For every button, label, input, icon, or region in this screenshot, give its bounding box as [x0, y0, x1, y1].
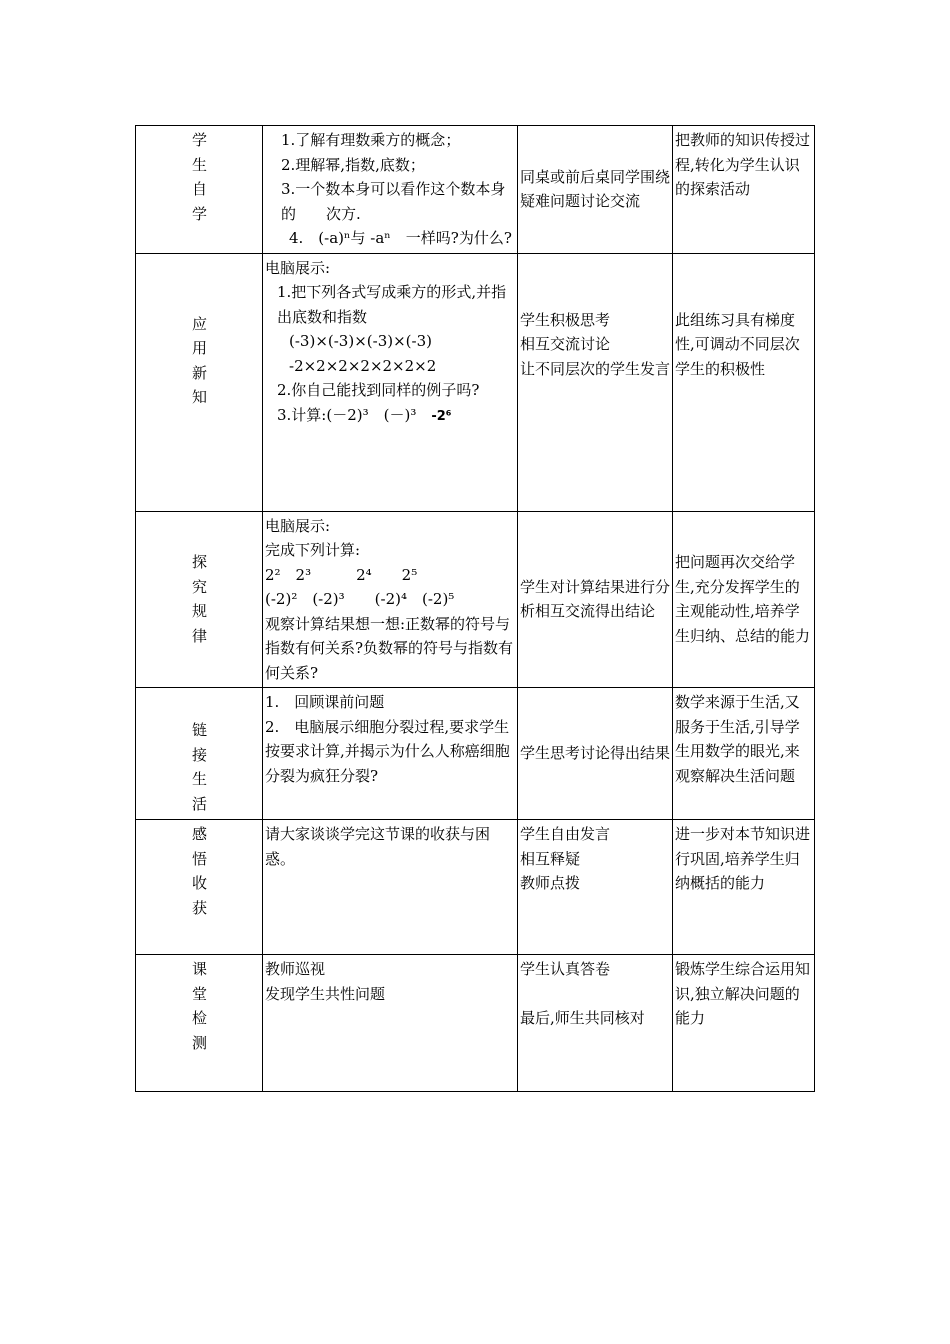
content-line: 1. 回顾课前问题 — [265, 693, 385, 711]
content-line: (-3)×(-3)×(-3)×(-3) — [289, 332, 432, 350]
content-cell — [263, 688, 518, 820]
student-activity-line: 相互释疑 — [520, 849, 581, 868]
design-purpose-text: 把问题再次交给学生,充分发挥学生的主观能动性,培养学生归纳、总结的能力 — [675, 553, 811, 645]
student-activity-line: 相互交流讨论 — [520, 335, 611, 353]
row-label: 课 堂 检 测 — [136, 955, 263, 1092]
row-label: 探 究 规 律 — [136, 511, 263, 688]
student-activity-text: 同桌或前后桌同学围绕疑难问题讨论交流 — [520, 167, 671, 211]
row-label: 链 接 生 活 — [136, 688, 263, 820]
design-purpose-cell — [673, 955, 815, 1092]
design-purpose-text: 数学来源于生活,又服务于生活,引导学生用数学的眼光,来观察解决生活问题 — [675, 693, 800, 785]
design-purpose-text: 进一步对本节知识进行巩固,培养学生归纳概括的能力 — [675, 825, 811, 892]
design-purpose-cell — [673, 253, 815, 511]
row-label: 感 悟 收 获 — [136, 820, 263, 955]
student-activity-text: 学生思考讨论得出结果 — [520, 744, 671, 763]
table-row — [136, 820, 815, 955]
row-label: 学 生 自 学 — [136, 126, 263, 254]
student-activity-cell — [518, 688, 673, 820]
lesson-plan-table — [135, 125, 815, 1092]
content-cell — [263, 253, 518, 511]
design-purpose-text: 锻炼学生综合运用知识,独立解决问题的能力 — [675, 960, 811, 1027]
content-cell — [263, 511, 518, 688]
content-line: 教师巡视 — [265, 960, 326, 978]
content-line: 2² 2³ 2⁴ 2⁵ — [265, 565, 418, 584]
content-cell — [263, 820, 518, 955]
student-activity-line: 学生自由发言 — [520, 825, 611, 843]
design-purpose-text: 此组练习具有梯度性,可调动不同层次学生的积极性 — [675, 310, 800, 378]
student-activity-cell — [518, 511, 673, 688]
content-cell — [263, 955, 518, 1092]
content-line: 观察计算结果想一想:正数幂的符号与指数有何关系?负数幂的符号与指数有何关系? — [265, 614, 514, 682]
student-activity-cell — [518, 955, 673, 1092]
content-line: 发现学生共性问题 — [265, 984, 386, 1003]
student-activity-line: 最后,师生共同核对 — [520, 1008, 645, 1027]
content-line: 1.把下列各式写成乘方的形式,并指出底数和指数 — [277, 283, 507, 326]
table-row — [136, 253, 815, 511]
content-line: 电脑展示: — [265, 258, 331, 277]
design-purpose-text: 把教师的知识传授过程,转化为学生认识的探索活动 — [675, 131, 811, 198]
table-row — [136, 955, 815, 1092]
content-line: 4. (-a)ⁿ与 -aⁿ 一样吗?为什么? — [289, 229, 512, 247]
content-line: 3.计算:(－2)³ (－)³ -2⁶ — [277, 405, 452, 424]
table-row — [136, 126, 815, 254]
content-line: 电脑展示: — [265, 516, 331, 535]
content-line: 3.一个数本身可以看作这个数本身的 次方. — [281, 180, 506, 223]
content-line: 2. 电脑展示细胞分裂过程,要求学生按要求计算,并揭示为什么人称癌细胞分裂为疯狂分裂? — [265, 717, 510, 785]
student-activity-cell — [518, 820, 673, 955]
student-activity-cell — [518, 126, 673, 254]
design-purpose-cell — [673, 126, 815, 254]
content-line: 完成下列计算: — [265, 541, 361, 559]
student-activity-line: 学生认真答卷 — [520, 960, 611, 978]
design-purpose-cell — [673, 688, 815, 820]
table-row — [136, 511, 815, 688]
student-activity-text: 学生对计算结果进行分析相互交流得出结论 — [520, 577, 671, 621]
content-line: 2.理解幂,指数,底数； — [281, 155, 425, 174]
student-activity-line: 让不同层次的学生发言 — [520, 359, 671, 378]
row-label: 应 用 新 知 — [136, 253, 263, 511]
content-line: 2.你自己能找到同样的例子吗? — [277, 381, 480, 399]
student-activity-cell — [518, 253, 673, 511]
student-activity-line: 教师点拨 — [520, 874, 581, 892]
content-line: 1.了解有理数乘方的概念； — [281, 131, 461, 149]
content-line: (-2)² (-2)³ (-2)⁴ (-2)⁵ — [265, 590, 455, 608]
design-purpose-cell — [673, 820, 815, 955]
student-activity-line: 学生积极思考 — [520, 310, 611, 329]
content-line: -2×2×2×2×2×2×2 — [289, 356, 437, 375]
design-purpose-cell — [673, 511, 815, 688]
table-row — [136, 688, 815, 820]
content-line: 请大家谈谈学完这节课的收获与困惑。 — [265, 825, 491, 868]
content-cell — [263, 126, 518, 254]
